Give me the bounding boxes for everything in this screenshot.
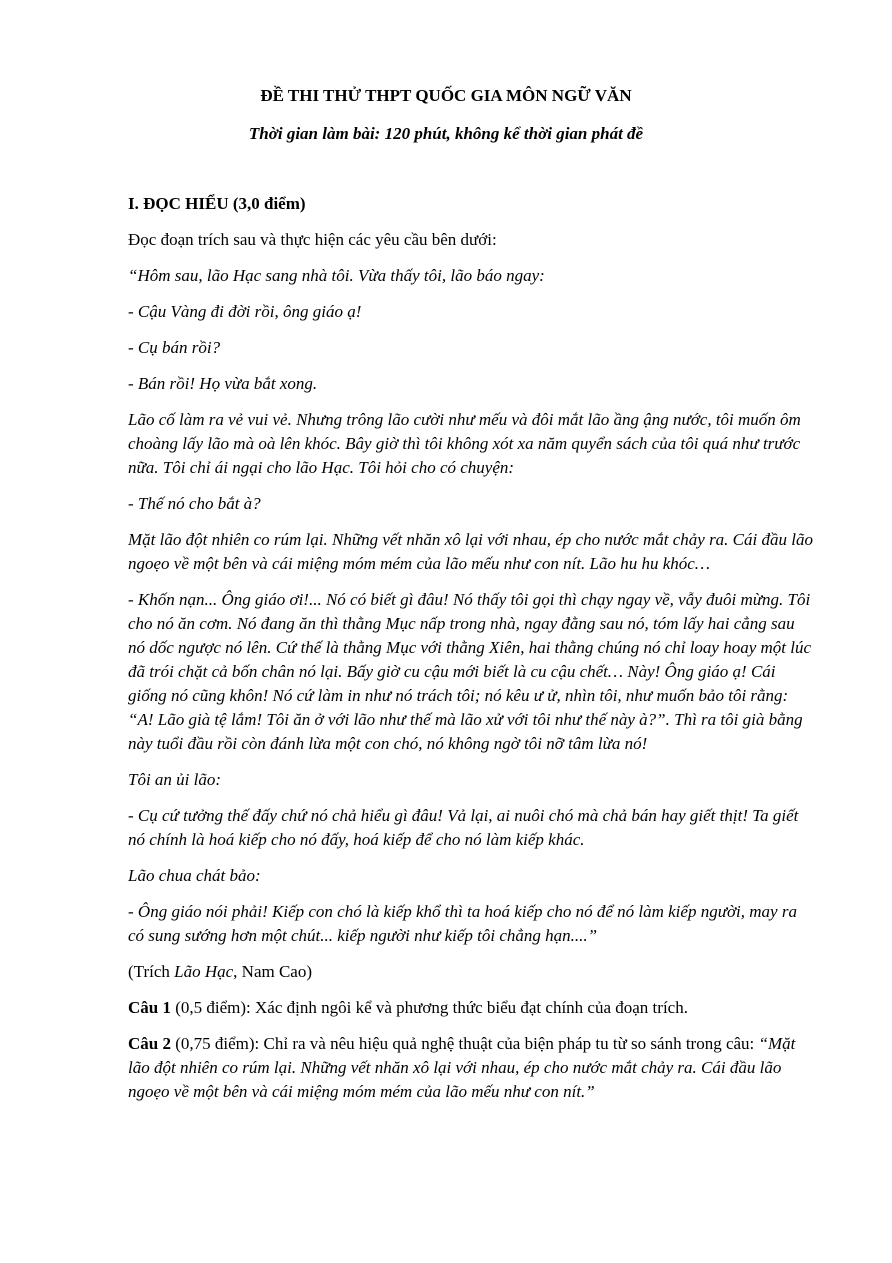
passage-paragraph: Lão cố làm ra vẻ vui vẻ. Nhưng trông lão cười như mếu và đôi mắt lão ầng ậng nước, tôi muốn ôm choàng lấy lão mà oà lên khóc. Bây giờ thì tôi không xót xa năm quyển sách của tôi quá như trước nữa. Tôi chỉ ái ngại cho lão Hạc. Tôi hỏi cho có chuyện: <box>128 410 801 477</box>
question-1 <box>128 996 814 1020</box>
passage-paragraph: Mặt lão đột nhiên co rúm lại. Những vết nhăn xô lại với nhau, ép cho nước mắt chảy ra. Cái đầu lão ngoẹo về một bên và cái miệng móm mém của lão mếu như con nít. Lão hu hu khóc… <box>128 530 813 573</box>
question-quote: “Mặt lão đột nhiên co rúm lại. Những vết nhăn xô lại với nhau, ép cho nước mắt chảy ra. Cái đầu lão ngoẹo về một bên và cái miệng móm mém của lão mếu như con nít.” <box>128 1034 796 1101</box>
page-subtitle: Thời gian làm bài: 120 phút, không kể thời gian phát đề <box>248 124 644 143</box>
question-text: (0,5 điểm): Xác định ngôi kể và phương thức biểu đạt chính của đoạn trích. <box>170 998 688 1017</box>
passage-paragraph: - Bán rồi! Họ vừa bắt xong. <box>128 374 318 393</box>
passage-paragraph: - Cụ cứ tưởng thế đấy chứ nó chả hiểu gì đâu! Vả lại, ai nuôi chó mà chả bán hay giết thịt! Ta giết nó chính là hoá kiếp cho nó đấy, hoá kiếp để cho nó làm kiếp khác. <box>128 806 799 849</box>
passage-paragraph: - Cậu Vàng đi đời rồi, ông giáo ạ! <box>128 302 362 321</box>
passage-paragraph: “Hôm sau, lão Hạc sang nhà tôi. Vừa thấy tôi, lão báo ngay: <box>128 266 545 285</box>
source-title: Lão Hạc <box>174 962 234 981</box>
source-suffix: , Nam Cao) <box>233 962 313 981</box>
page-title: ĐỀ THI THỬ THPT QUỐC GIA MÔN NGỮ VĂN <box>260 86 632 105</box>
passage-paragraph: - Thế nó cho bắt à? <box>128 494 261 513</box>
passage-paragraph: Tôi an ủi lão: <box>128 770 222 789</box>
document-body <box>128 192 814 1116</box>
source-prefix: (Trích <box>128 962 175 981</box>
passage-paragraph: - Khốn nạn... Ông giáo ơi!... Nó có biết gì đâu! Nó thấy tôi gọi thì chạy ngay về, vẫy đuôi mừng. Tôi cho nó ăn cơm. Nó đang ăn thì thằng Mục nấp trong nhà, ngay đằng sau nó, tóm lấy hai cẳng sau nó dốc ngược nó lên. Cứ thế là thằng Mục với thằng Xiên, hai thằng chúng nó chỉ loay hoay một lúc đã trói chặt cả bốn chân nó lại. Bấy giờ cu cậu mới biết là cu cậu chết… Này! Ông giáo ạ! Cái giống nó cũng khôn! Nó cứ làm in như nó trách tôi; nó kêu ư ử, nhìn tôi, như muốn bảo tôi rằng: “A! Lão già tệ lắm! Tôi ăn ở với lão như thế mà lão xử với tôi như thế này à?”. Thì ra tôi già bằng này tuổi đầu rồi còn đánh lừa một con chó, nó không ngờ tôi nỡ tâm lừa nó! <box>128 590 812 753</box>
passage-paragraph: Lão chua chát bảo: <box>128 866 261 885</box>
passage-paragraph: - Cụ bán rồi? <box>128 338 221 357</box>
source-citation <box>128 960 814 984</box>
question-text: (0,75 điểm): Chỉ ra và nêu hiệu quả nghệ thuật của biện pháp tu từ so sánh trong câu: <box>170 1034 759 1053</box>
instruction-text: Đọc đoạn trích sau và thực hiện các yêu cầu bên dưới: <box>128 230 497 249</box>
question-label: Câu 1 <box>128 998 171 1017</box>
question-2 <box>128 1032 814 1104</box>
section-heading: I. ĐỌC HIỂU (3,0 điểm) <box>128 194 306 213</box>
question-label: Câu 2 <box>128 1034 171 1053</box>
passage-paragraph: - Ông giáo nói phải! Kiếp con chó là kiếp khổ thì ta hoá kiếp cho nó để nó làm kiếp người, may ra có sung sướng hơn một chút... kiếp người như kiếp tôi chẳng hạn....” <box>128 902 797 945</box>
